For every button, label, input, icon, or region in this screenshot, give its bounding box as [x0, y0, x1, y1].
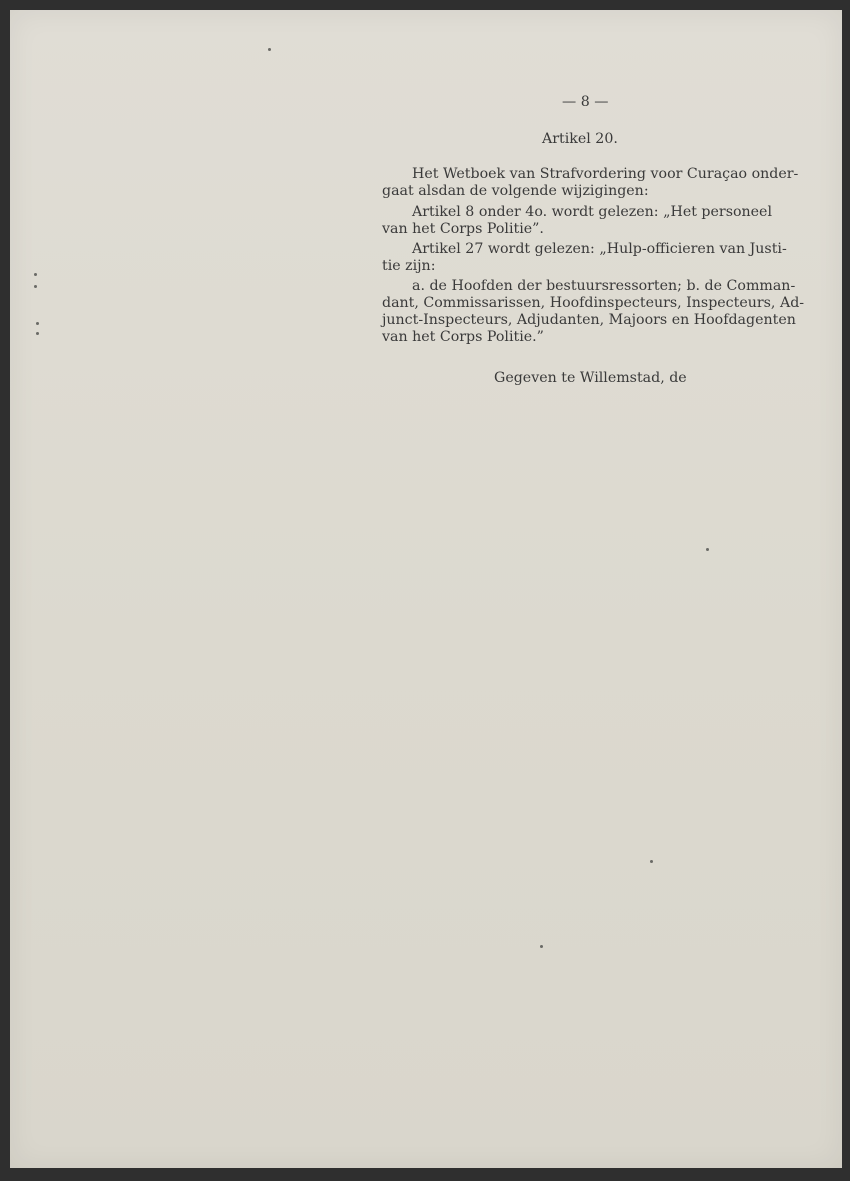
article-title: Artikel 20.	[542, 131, 618, 147]
paragraph-line: dant, Commissarissen, Hoofdinspecteurs, Inspecteurs, Ad-	[382, 295, 805, 311]
page-number: — 8 —	[562, 94, 609, 110]
paragraph-line: tie zijn:	[382, 258, 436, 274]
paragraph-line: Het Wetboek van Strafvordering voor Curaçao onder-	[412, 166, 799, 182]
paragraph-line: gaat alsdan de volgende wijzigingen:	[382, 183, 649, 199]
closing-line: Gegeven te Willemstad, de	[494, 370, 687, 386]
paper-speck	[540, 945, 543, 948]
paper-speck	[36, 332, 39, 335]
paragraph-line: a. de Hoofden der bestuursressorten; b. de Comman-	[412, 278, 796, 294]
paper-speck	[650, 860, 653, 863]
paper-speck	[34, 273, 37, 276]
paper-speck	[36, 322, 39, 325]
paper-speck	[34, 285, 37, 288]
paper-speck	[268, 48, 271, 51]
document-page	[10, 10, 842, 1168]
paper-speck	[706, 548, 709, 551]
paragraph-line: junct-Inspecteurs, Adjudanten, Majoors en Hoofdagenten	[382, 312, 796, 328]
paragraph-line: van het Corps Politie”.	[382, 221, 544, 237]
paragraph-line: van het Corps Politie.”	[382, 329, 544, 345]
paragraph-line: Artikel 8 onder 4o. wordt gelezen: „Het personeel	[412, 204, 772, 220]
paragraph-line: Artikel 27 wordt gelezen: „Hulp-officieren van Justi-	[412, 241, 787, 257]
